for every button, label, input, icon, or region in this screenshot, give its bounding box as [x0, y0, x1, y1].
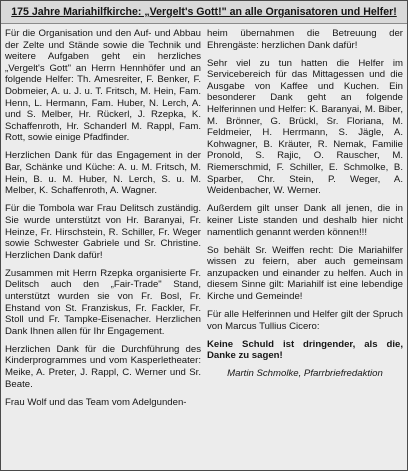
left-column — [5, 28, 201, 470]
paragraph: Frau Wolf und das Team vom Adelgunden- — [5, 396, 187, 408]
paragraph: Für alle Helferinnen und Helfer gilt der Spruch von Marcus Tullius Cicero: — [207, 309, 403, 332]
paragraph: heim übernahmen die Betreuung der Ehrengäste: herzlichen Dank dafür! — [207, 28, 403, 51]
paragraph: Außerdem gilt unser Dank all jenen, die in keiner Liste standen und deshalb hier nicht namentlich genannt werden können!!! — [207, 203, 403, 238]
paragraph: Herzlichen Dank für die Durchführung des Kinderprogrammes und vom Kasperletheater: Meike, A. Preter, J. Rappl, C. Werner und Sr. Beate. — [5, 343, 201, 390]
article-title: 175 Jahre Mariahilfkirche: „Vergelt's Gott!" an alle Organisatoren und Helfer! — [1, 1, 407, 24]
paragraph: So behält Sr. Weiffen recht: Die Mariahilfer wissen zu feiern, aber auch gemeinsam anzupacken und einander zu helfen. Auch in diesem Sinne gilt: Mariahilf ist eine lebendige Kirche und Gemeinde! — [207, 244, 403, 302]
paragraph: Für die Tombola war Frau Delitsch zuständig. Sie wurde unterstützt von Hr. Baranyai, Fr. Heinze, Fr. Hirschstein, R. Schiller, Fr. Weger sowie Schwester Gabriele und Sr. Christine. Herzlichen Dank dafür! — [5, 203, 201, 261]
paragraph: Herzlichen Dank für das Engagement in der Bar, Schänke und Küche: A. u. M. Fritsch, M. Hein, B. u. M. Huber, N. Lerch, S. u. M. Melber, K. Schaffenroth, A. Wagner. — [5, 150, 201, 197]
paragraph: Für die Organisation und den Auf- und Abbau der Zelte und Stände sowie die Technik und weitere Aufgaben geht ein herzliches „Vergelt's Gott" an Herrn Hennhöfer und an folgende Helfer: Th. Amesreiter, F. Benker, F. Dobmeier, A. u. J. u. T. Fritsch, M. Hein, Fam. Henn, L. Hermann, Fam. Huber, N. Lerch, A. und S. Melber, Hr. Rückerl, J. Rzepka, K. Schaffenroth, Hr. Schanderl M. Rappl, Fam. Rott, sowie einige Pfadfinder. — [5, 28, 201, 144]
article-body — [5, 28, 404, 470]
author-signature: Martin Schmolke, Pfarrbriefredaktion — [227, 368, 383, 380]
paragraph: Sehr viel zu tun hatten die Helfer im Servicebereich für das Mittagessen und die Ausgabe von Kaffee und Kuchen. Ein besonderer Dank geht an folgende Helferinnen und Helfer: K. Baranyai, M. Biber, M. Brönner, G. Brückl, Sr. Floriana, M. Feldmeier, H. Herrmann, S. Jägle, A. Kohwagner, B. Kräuter, R. Nemak, Familie Pronold, S. Rajic, O. Rauscher, M. Riemerschmid, F. Schiller, E. Schmolke, B. Sparber, Chr. Stein, P. Weger, A. Weidenbacher, W. Werner. — [207, 57, 403, 197]
cicero-quote: Keine Schuld ist dringender, als die, Danke zu sagen! — [207, 338, 403, 362]
paragraph: Zusammen mit Herrn Rzepka organisierte Fr. Delitsch auch den „Fair-Trade" Stand, unterstützt wurden sie von Fr. Bosl, Fr. Ehstand von St. Franziskus, Fr. Fackler, Fr. Stoll und Fr. Tampke-Eisenacher. Herzlichen Dank Ihnen allen für Ihr Engagement. — [5, 267, 201, 337]
right-column — [207, 28, 403, 470]
